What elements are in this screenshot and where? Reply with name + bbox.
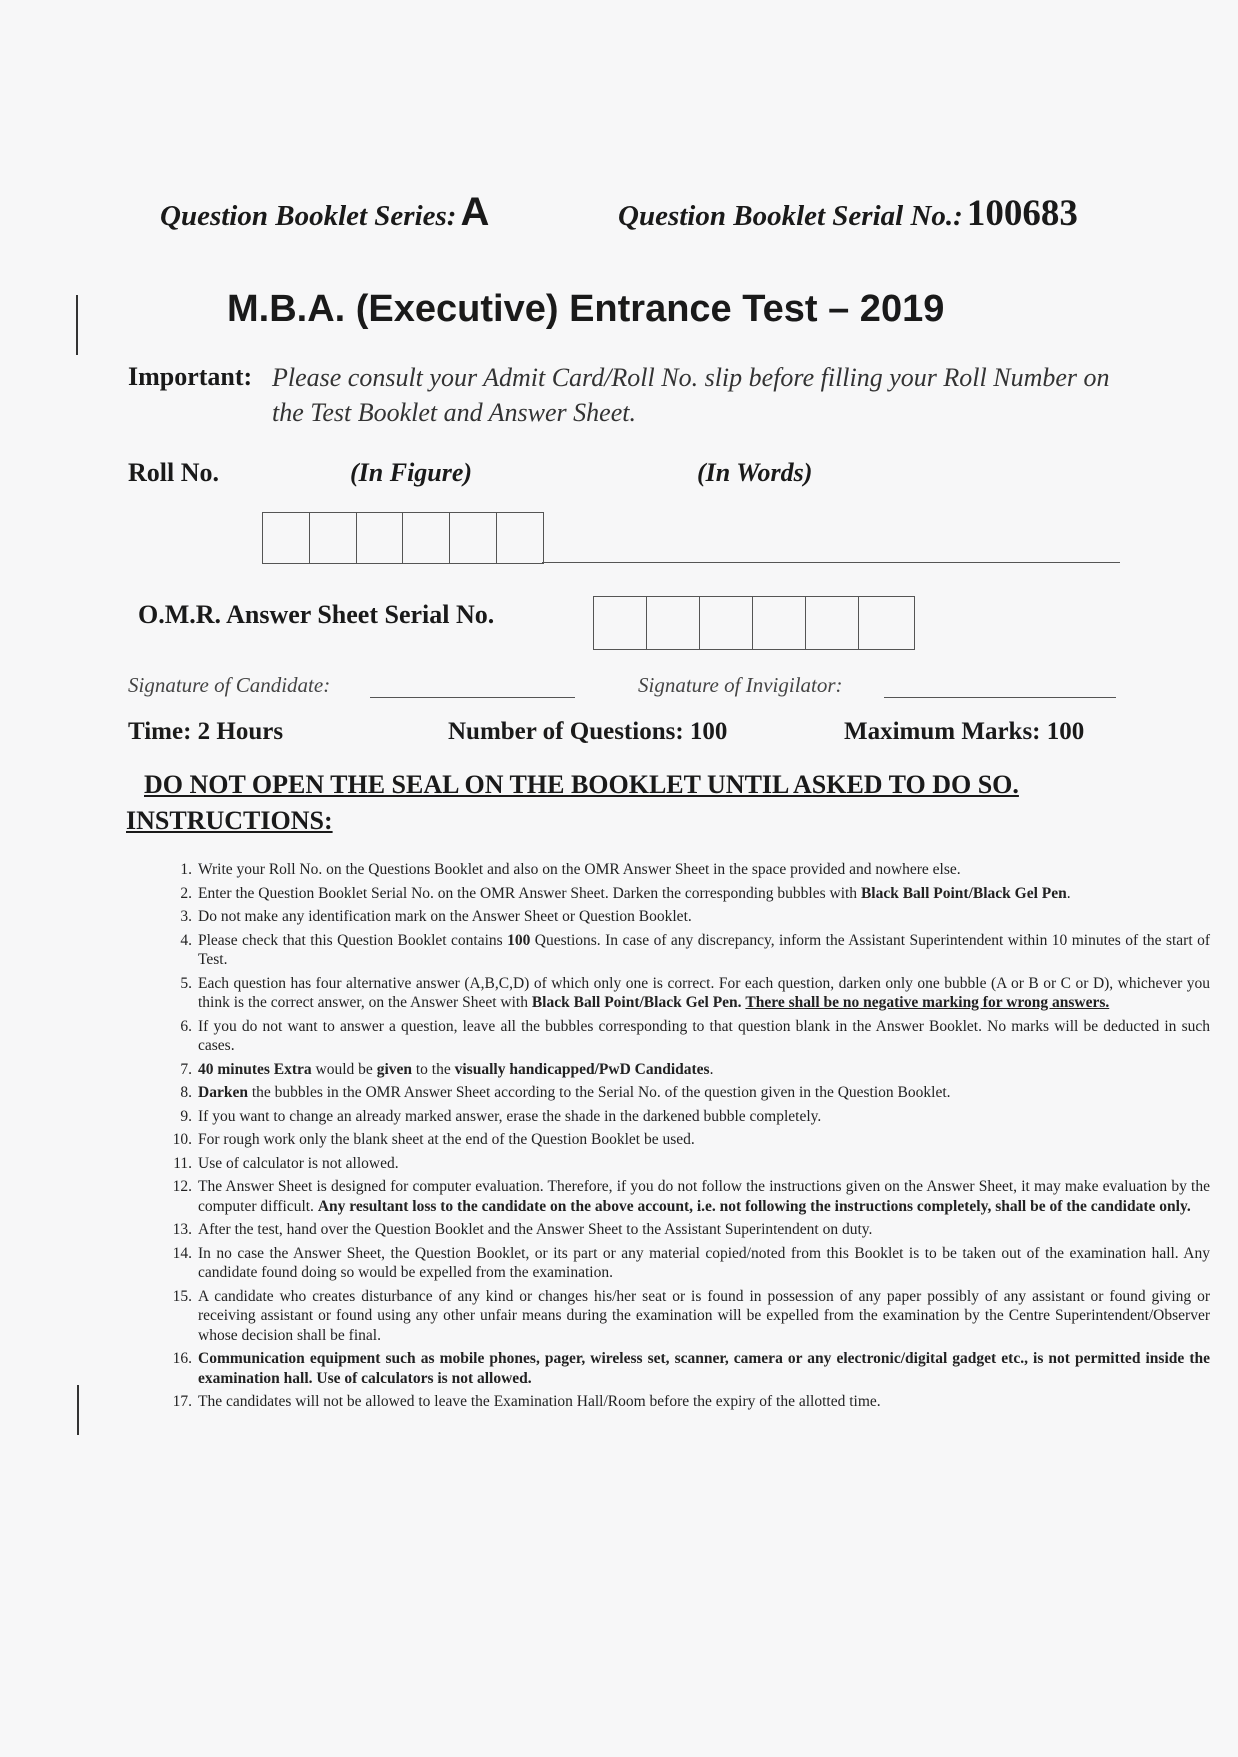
instruction-item — [172, 1244, 1210, 1283]
instruction-item — [180, 884, 1210, 904]
series-header — [160, 190, 489, 235]
instruction-text — [198, 1288, 1210, 1344]
invigilator-signature-line[interactable] — [884, 697, 1116, 698]
instruction-text — [198, 1018, 1210, 1055]
max-marks-text: Maximum Marks: 100 — [844, 718, 1085, 745]
instruction-text — [198, 1178, 1210, 1215]
instruction-item — [172, 1130, 1210, 1150]
margin-mark-bottom — [77, 1385, 79, 1435]
instruction-text-part: There shall be no negative marking for wrong answers. — [745, 994, 1110, 1011]
instruction-item — [173, 1154, 1210, 1174]
instruction-item — [172, 1220, 1210, 1240]
instruction-number: 12. — [172, 1178, 192, 1195]
instruction-text-part: 40 minutes Extra — [198, 1060, 312, 1078]
instruction-text — [198, 861, 961, 878]
omr-digit-box[interactable] — [753, 597, 806, 649]
instruction-item — [180, 860, 1210, 880]
roll-words-line[interactable] — [542, 562, 1120, 563]
instruction-item — [172, 1177, 1210, 1216]
instruction-text — [198, 1350, 1210, 1387]
instruction-number: 6. — [180, 1017, 192, 1035]
instruction-number: 2. — [180, 884, 192, 902]
instruction-text-part: to the — [412, 1060, 455, 1078]
instruction-text-part: If you want to change an already marked answer, erase the shade in the darkened bubble completely. — [198, 1107, 822, 1125]
instruction-number: 1. — [180, 861, 192, 878]
omr-label: O.M.R. Answer Sheet Serial No. — [138, 600, 495, 629]
instruction-text-part: would be — [311, 1060, 377, 1078]
instruction-number: 3. — [180, 908, 192, 925]
instruction-number: 5. — [180, 974, 192, 992]
instruction-text-part: . — [1066, 884, 1071, 902]
roll-digit-box[interactable] — [357, 513, 404, 563]
instruction-text — [198, 1108, 821, 1125]
omr-digit-box[interactable] — [647, 597, 700, 649]
instruction-text-part: Write your Roll No. on the Questions Booklet and also on the OMR Answer Sheet in the space provided and nowhere else. — [198, 861, 961, 878]
instruction-text-part: Each question has four alternative answer (A,B,C,D) of which only one is correct. For each question, darken only one bubble (A or B or C or D), whichever you think is the correct answer, on the Answer Sheet with — [198, 974, 1210, 1011]
roll-digit-box[interactable] — [310, 513, 357, 563]
time-text: Time: 2 Hours — [128, 718, 284, 745]
invigilator-signature-label: Signature of Invigilator: — [638, 673, 843, 697]
instruction-text-part: In no case the Answer Sheet, the Question Booklet, or its part or any material copied/noted from this Booklet is to be taken out of the examination hall. Any candidate found doing so would be expelled from the examination. — [198, 1244, 1210, 1281]
instruction-text — [198, 1393, 881, 1410]
instruction-text-part: visually handicapped/PwD Candidates — [454, 1060, 710, 1078]
instruction-text-part: For rough work only the blank sheet at the end of the Question Booklet be used. — [198, 1131, 695, 1148]
instruction-text — [198, 908, 692, 925]
questions-count-text: Number of Questions: 100 — [448, 718, 728, 745]
instruction-text-part: If you do not want to answer a question, leave all the bubbles corresponding to that question blank in the Answer Booklet. No marks will be deducted in such cases. — [198, 1017, 1210, 1054]
roll-figure-boxes[interactable] — [262, 512, 544, 564]
roll-digit-box[interactable] — [450, 513, 497, 563]
instruction-text — [198, 1155, 399, 1172]
omr-digit-box[interactable] — [700, 597, 753, 649]
instruction-number: 4. — [180, 931, 192, 949]
instruction-item — [180, 974, 1210, 1013]
instruction-text-part: 100 — [507, 931, 531, 949]
instruction-text — [198, 932, 1210, 969]
instruction-text-part: Black Ball Point/Black Gel Pen — [860, 884, 1067, 902]
candidate-signature-line[interactable] — [370, 697, 575, 698]
omr-digit-box[interactable] — [859, 597, 911, 649]
instruction-item — [180, 1107, 1210, 1127]
instruction-text-part: After the test, hand over the Question Booklet and the Answer Sheet to the Assistant Superintendent on duty. — [198, 1221, 873, 1238]
instruction-number: 16. — [172, 1350, 192, 1367]
instruction-text-part: given — [376, 1060, 412, 1078]
instructions-heading: INSTRUCTIONS: — [126, 806, 333, 835]
instruction-text-part: The Answer Sheet is designed for computer evaluation. Therefore, if you do not follow the instructions given on the Answer Sheet, it may make evaluation by the computer difficult. — [198, 1178, 1210, 1215]
instruction-item — [172, 1349, 1210, 1388]
instruction-text — [198, 1131, 695, 1148]
serial-value: 100683 — [966, 193, 1078, 234]
omr-digit-box[interactable] — [806, 597, 859, 649]
omr-serial-boxes[interactable] — [593, 596, 915, 650]
roll-digit-box[interactable] — [263, 513, 310, 563]
instruction-item — [180, 931, 1210, 970]
instructions-list — [172, 860, 1210, 1416]
roll-digit-box[interactable] — [497, 513, 543, 563]
instruction-text — [198, 1221, 872, 1238]
instruction-number: 9. — [180, 1107, 192, 1125]
serial-header — [618, 192, 1078, 235]
instruction-text — [198, 1061, 713, 1078]
instruction-number: 14. — [172, 1244, 192, 1262]
instruction-number: 8. — [180, 1084, 192, 1101]
margin-mark-top — [76, 295, 78, 355]
instruction-number: 11. — [173, 1154, 192, 1172]
roll-digit-box[interactable] — [403, 513, 450, 563]
important-text: Please consult your Admit Card/Roll No. slip before filling your Roll Number on the Test Booklet and Answer Sheet. — [272, 363, 1110, 427]
serial-label: Question Booklet Serial No.: — [618, 200, 963, 232]
instruction-item — [180, 1017, 1210, 1056]
instruction-text-part: Communication equipment such as mobile phones, pager, wireless set, scanner, camera or any electronic/digital gadget etc., is not permitted inside the examination hall. Use of calculators is not allowed. — [198, 1350, 1210, 1387]
seal-warning: DO NOT OPEN THE SEAL ON THE BOOKLET UNTIL ASKED TO DO SO. — [144, 770, 1019, 799]
instruction-item — [180, 1060, 1210, 1080]
instruction-text-part: The candidates will not be allowed to leave the Examination Hall/Room before the expiry of the allotted time. — [198, 1393, 881, 1410]
instruction-text-part: Black Ball Point/Black Gel Pen. — [531, 994, 742, 1011]
instruction-text — [198, 975, 1210, 1012]
instruction-text — [198, 1245, 1210, 1282]
instruction-text-part: Questions. In case of any discrepancy, inform the Assistant Superintendent within 10 minutes of the start of Test. — [198, 931, 1210, 968]
instruction-number: 15. — [172, 1287, 192, 1305]
instruction-item — [172, 1287, 1210, 1346]
roll-label: Roll No. — [128, 458, 219, 487]
instruction-text-part: Please check that this Question Booklet contains — [198, 931, 508, 949]
series-value: A — [460, 190, 490, 234]
roll-in-figure-label: (In Figure) — [350, 458, 473, 487]
instruction-number: 17. — [172, 1393, 192, 1410]
omr-digit-box[interactable] — [594, 597, 647, 649]
instruction-text-part: . — [709, 1060, 714, 1078]
instruction-text-part: the bubbles in the OMR Answer Sheet according to the Serial No. of the question given in the Question Booklet. — [247, 1084, 951, 1101]
candidate-signature-label: Signature of Candidate: — [128, 673, 331, 697]
instruction-item — [180, 1083, 1210, 1103]
series-label: Question Booklet Series: — [160, 200, 457, 232]
instruction-text-part: Any resultant loss to the candidate on the above account, i.e. not following the instructions completely, shall be of the candidate only. — [317, 1197, 1191, 1215]
instruction-item — [180, 907, 1210, 927]
roll-in-words-label: (In Words) — [697, 458, 813, 487]
instruction-text — [198, 1084, 951, 1101]
page-title: M.B.A. (Executive) Entrance Test – 2019 — [227, 288, 945, 330]
instruction-text-part: A candidate who creates disturbance of any kind or changes his/her seat or is found in possession of any paper possibly of any assistant or found giving or receiving assistant or found using any other unfair means during the examination will be expelled from the examination by the Centre Superintendent/Observer whose decision shall be final. — [198, 1287, 1210, 1344]
instruction-text-part: Enter the Question Booklet Serial No. on the OMR Answer Sheet. Darken the corresponding bubbles with — [198, 884, 861, 902]
instruction-number: 13. — [172, 1221, 192, 1238]
instruction-text-part: Use of calculator is not allowed. — [198, 1154, 399, 1172]
instruction-text — [198, 885, 1071, 902]
instruction-text-part: Do not make any identification mark on the Answer Sheet or Question Booklet. — [198, 908, 692, 925]
instruction-item — [172, 1392, 1210, 1412]
instruction-number: 10. — [172, 1131, 192, 1148]
instruction-number: 7. — [180, 1060, 192, 1078]
instruction-text-part: Darken — [198, 1084, 248, 1101]
important-label: Important: — [128, 362, 253, 391]
